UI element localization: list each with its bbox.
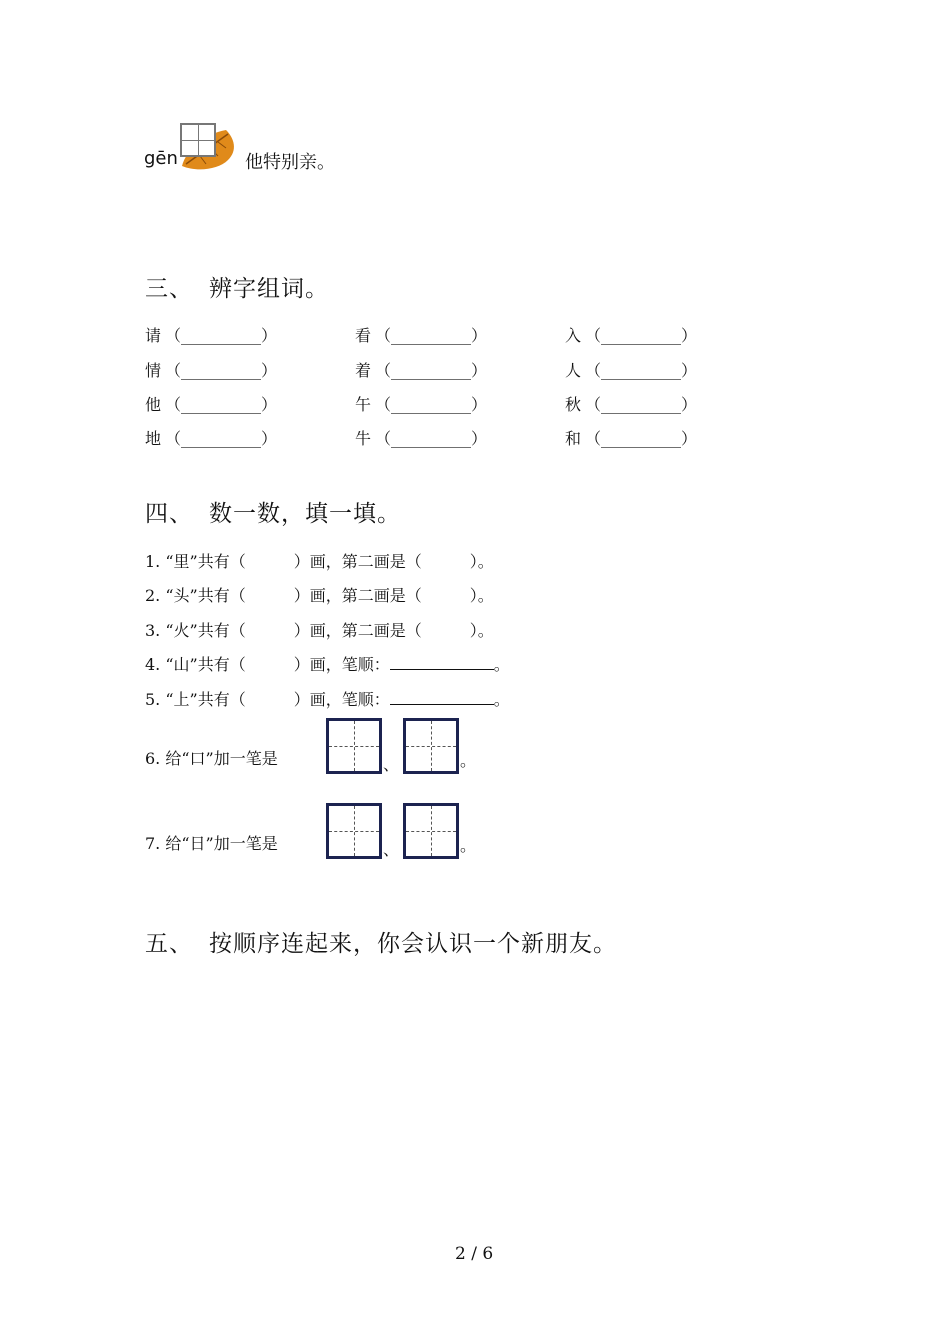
question-3 — [145, 618, 494, 641]
question-1 — [145, 549, 494, 572]
question-end: 。 — [493, 655, 510, 674]
word-blank[interactable]: （__________） — [585, 361, 698, 380]
question-end: 。 — [460, 751, 477, 770]
word-character: 看 — [355, 326, 372, 345]
word-blank[interactable]: （__________） — [165, 429, 278, 448]
word-item — [145, 323, 277, 346]
question-text: 给“口”加一笔是 — [165, 749, 278, 768]
section3-number: 三、 — [145, 276, 193, 302]
word-blank[interactable]: （__________） — [375, 395, 488, 414]
section5-title: 按顺序连起来，你会认识一个新朋友。 — [209, 931, 617, 957]
word-item — [565, 323, 697, 346]
word-item — [145, 392, 277, 415]
section5-number: 五、 — [145, 931, 193, 957]
word-blank[interactable]: （__________） — [375, 429, 488, 448]
writing-grid-box[interactable] — [326, 718, 382, 774]
writing-grid-box[interactable] — [326, 803, 382, 859]
pinyin-text: gēn — [144, 148, 178, 169]
word-character: 牛 — [355, 429, 372, 448]
question-end: 。 — [493, 690, 510, 709]
top-line-text: 他特别亲。 — [245, 152, 335, 173]
question-6 — [145, 746, 278, 769]
question-text: “火”共有（ ）画，第二画是（ ）。 — [165, 621, 494, 640]
separator: 、 — [383, 755, 400, 774]
separator: 、 — [383, 840, 400, 859]
word-item — [355, 358, 487, 381]
word-blank[interactable]: （__________） — [585, 429, 698, 448]
question-2 — [145, 583, 494, 606]
word-character: 他 — [145, 395, 162, 414]
question-text: “里”共有（ ）画，第二画是（ ）。 — [165, 552, 494, 571]
question-7 — [145, 831, 278, 854]
question-text: “头”共有（ ）画，第二画是（ ）。 — [165, 586, 494, 605]
word-item — [355, 323, 487, 346]
question-label: 5. — [145, 690, 161, 709]
word-character: 入 — [565, 326, 582, 345]
section4-number: 四、 — [145, 501, 193, 527]
question-label: 6. — [145, 749, 161, 768]
question-text: “上”共有（ ）画，笔顺： — [165, 690, 390, 709]
word-item — [355, 392, 487, 415]
page-number: 2 / 6 — [455, 1244, 494, 1264]
word-blank[interactable]: （__________） — [585, 395, 698, 414]
word-item — [565, 392, 697, 415]
word-character: 情 — [145, 361, 162, 380]
question-label: 7. — [145, 834, 161, 853]
word-character: 人 — [565, 361, 582, 380]
word-blank[interactable]: （__________） — [375, 361, 488, 380]
question-label: 4. — [145, 655, 161, 674]
writing-grid-box[interactable] — [403, 718, 459, 774]
word-item — [565, 426, 697, 449]
word-character: 着 — [355, 361, 372, 380]
word-character: 地 — [145, 429, 162, 448]
word-character: 和 — [565, 429, 582, 448]
word-blank[interactable]: （__________） — [585, 326, 698, 345]
section5-heading — [145, 925, 617, 958]
writing-grid-box[interactable] — [180, 123, 216, 157]
word-character: 秋 — [565, 395, 582, 414]
question-5 — [145, 687, 510, 710]
section3-title: 辨字组词。 — [209, 276, 329, 302]
word-item — [355, 426, 487, 449]
word-blank[interactable]: （__________） — [375, 326, 488, 345]
question-label: 2. — [145, 586, 161, 605]
word-character: 午 — [355, 395, 372, 414]
word-blank[interactable]: （__________） — [165, 326, 278, 345]
word-item — [565, 358, 697, 381]
stroke-order-blank[interactable] — [390, 655, 494, 670]
word-blank[interactable]: （__________） — [165, 361, 278, 380]
question-text: 给“日”加一笔是 — [165, 834, 278, 853]
word-blank[interactable]: （__________） — [165, 395, 278, 414]
question-label: 3. — [145, 621, 161, 640]
question-text: “山”共有（ ）画，笔顺： — [165, 655, 390, 674]
section3-heading — [145, 270, 329, 303]
word-item — [145, 426, 277, 449]
question-4 — [145, 652, 510, 675]
question-label: 1. — [145, 552, 161, 571]
word-item — [145, 358, 277, 381]
word-character: 请 — [145, 326, 162, 345]
stroke-order-blank[interactable] — [390, 690, 494, 705]
writing-grid-box[interactable] — [403, 803, 459, 859]
section4-title: 数一数，填一填。 — [209, 501, 401, 527]
question-end: 。 — [460, 836, 477, 855]
section4-heading — [145, 495, 401, 528]
